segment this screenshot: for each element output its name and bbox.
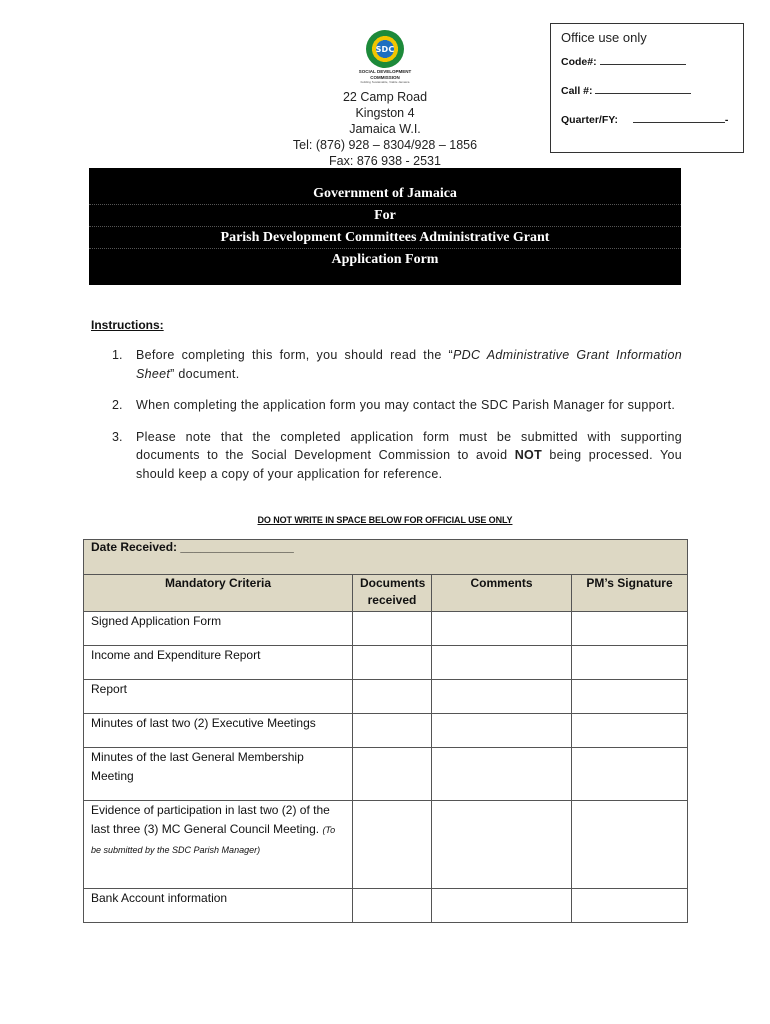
- comments-cell[interactable]: [432, 646, 572, 680]
- header-comments: Comments: [432, 575, 572, 612]
- logo-initials: SDC: [375, 44, 395, 54]
- criteria-note: (To be submitted by the SDC Parish Manager): [91, 825, 336, 855]
- documents-received-cell[interactable]: [353, 680, 432, 714]
- header-mandatory-criteria: Mandatory Criteria: [84, 575, 353, 612]
- criteria-label: Bank Account information: [84, 889, 353, 923]
- quarter-line: [633, 113, 725, 123]
- documents-received-cell[interactable]: [353, 612, 432, 646]
- call-label: Call #:: [561, 85, 593, 97]
- address-fax: Fax: 876 938 - 2531: [329, 154, 441, 168]
- address-line: Kingston 4: [355, 106, 415, 120]
- table-row: [84, 889, 688, 923]
- address-block: [270, 89, 500, 169]
- banner-for: For: [89, 206, 681, 227]
- comments-cell[interactable]: [432, 748, 572, 801]
- code-line: [600, 55, 686, 65]
- signature-cell[interactable]: [572, 646, 688, 680]
- instruction-number: 2.: [112, 398, 123, 412]
- documents-received-cell[interactable]: [353, 801, 432, 889]
- comments-cell[interactable]: [432, 680, 572, 714]
- signature-cell[interactable]: [572, 801, 688, 889]
- title-banner: [89, 168, 681, 285]
- table-row: [84, 748, 688, 801]
- table-row: [84, 680, 688, 714]
- sdc-logo: [352, 30, 418, 88]
- office-use-box: [550, 23, 744, 153]
- comments-cell[interactable]: [432, 889, 572, 923]
- banner-grant-title: Parish Development Committees Administrative Grant: [89, 228, 681, 249]
- emphasis-not: NOT: [514, 448, 543, 462]
- comments-cell[interactable]: [432, 801, 572, 889]
- sdc-emblem-icon: [366, 30, 404, 68]
- table-row: [84, 612, 688, 646]
- address-line: Jamaica W.I.: [349, 122, 421, 136]
- comments-cell[interactable]: [432, 714, 572, 748]
- office-use-title: Office use only: [561, 30, 647, 45]
- logo-name-line2: COMMISSION: [370, 75, 400, 80]
- criteria-label: Income and Expenditure Report: [84, 646, 353, 680]
- signature-cell[interactable]: [572, 889, 688, 923]
- criteria-label: Evidence of participation in last two (2) of the last three (3) MC General Council Meeting. (To be submitted by the SDC Parish Manager): [84, 801, 353, 889]
- instruction-item: [112, 428, 682, 484]
- code-label: Code#:: [561, 56, 597, 68]
- table-row: [84, 646, 688, 680]
- call-line: [595, 84, 691, 94]
- code-field[interactable]: [561, 55, 733, 84]
- criteria-label: Minutes of last two (2) Executive Meetings: [84, 714, 353, 748]
- instruction-item: [112, 346, 682, 383]
- info-sheet-title: PDC Administrative Grant Information Sheet: [136, 348, 682, 381]
- banner-application-form: Application Form: [331, 252, 439, 267]
- instruction-item: [112, 396, 682, 415]
- logo-tagline: building Sustainable, Viable Jamaica: [360, 80, 410, 84]
- documents-received-cell[interactable]: [353, 889, 432, 923]
- signature-cell[interactable]: [572, 612, 688, 646]
- instruction-number: 3.: [112, 429, 123, 444]
- criteria-label: Signed Application Form: [84, 612, 353, 646]
- documents-received-cell[interactable]: [353, 646, 432, 680]
- documents-received-cell[interactable]: [353, 748, 432, 801]
- instruction-text: Before completing this form, you should read the “PDC Administrative Grant Information Sheet” document.: [136, 348, 682, 381]
- quarter-field[interactable]: [561, 113, 733, 142]
- table-row: [84, 714, 688, 748]
- address-line: 22 Camp Road: [342, 90, 428, 104]
- logo-name-line1: SOCIAL DEVELOPMENT: [358, 69, 412, 74]
- banner-government: Government of Jamaica: [89, 184, 681, 205]
- signature-cell[interactable]: [572, 680, 688, 714]
- comments-cell[interactable]: [432, 612, 572, 646]
- instruction-text: When completing the application form you may contact the SDC Parish Manager for support.: [136, 398, 676, 412]
- table-row: [84, 801, 688, 889]
- criteria-label: Minutes of the last General Membership Meeting: [84, 748, 353, 801]
- instructions-list: [112, 346, 682, 496]
- signature-cell[interactable]: [572, 748, 688, 801]
- instruction-number: 1.: [112, 348, 123, 362]
- header-documents-received: Documents received: [353, 575, 432, 612]
- quarter-suffix: -: [724, 114, 729, 126]
- official-use-note: DO NOT WRITE IN SPACE BELOW FOR OFFICIAL USE ONLY: [257, 515, 513, 525]
- header-pm-signature: PM’s Signature: [572, 575, 688, 612]
- instructions-heading: Instructions:: [91, 318, 164, 332]
- call-field[interactable]: [561, 84, 733, 113]
- signature-cell[interactable]: [572, 714, 688, 748]
- documents-received-cell[interactable]: [353, 714, 432, 748]
- mandatory-criteria-table: [83, 539, 688, 923]
- criteria-label: Report: [84, 680, 353, 714]
- address-phone: Tel: (876) 928 – 8304/928 – 1856: [292, 138, 478, 152]
- instruction-text: Please note that the completed application form must be submitted with supporting documents to the Social Development Commission to avoid NOT being processed. You should keep a copy of your application for reference.: [136, 429, 682, 481]
- quarter-label: Quarter/FY:: [561, 114, 618, 126]
- date-received-field[interactable]: Date Received: _________________: [84, 540, 688, 575]
